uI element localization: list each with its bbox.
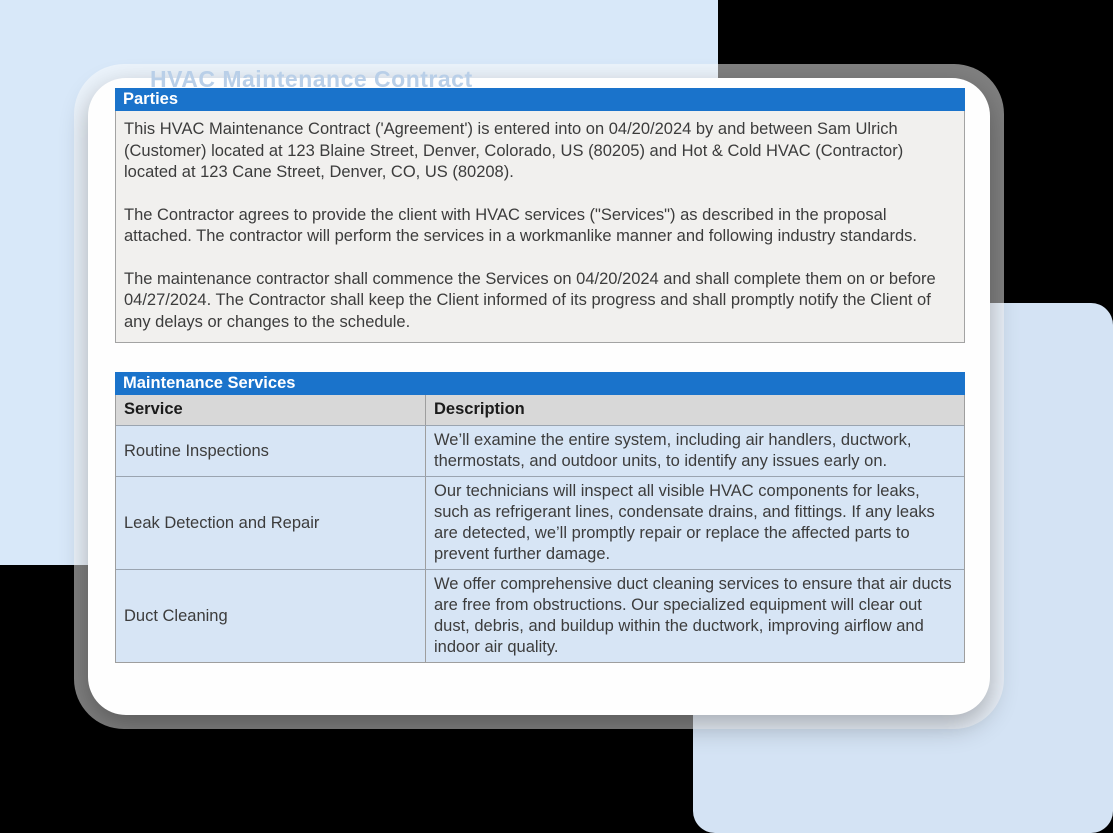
service-name-cell: Routine Inspections — [124, 441, 269, 460]
service-description-cell: We offer comprehensive duct cleaning services to ensure that air ducts are free from obstructions. Our specialized equipment will clear out dust, debris, and buildup within the ductwork, improving airflow and indoor air quality. — [425, 570, 964, 662]
maintenance-services-table — [115, 395, 965, 663]
maintenance-services-header: Maintenance Services — [115, 372, 965, 395]
parties-section-body — [115, 111, 965, 343]
service-name-cell: Leak Detection and Repair — [124, 513, 320, 532]
table-header-row — [116, 395, 964, 425]
service-name-cell: Duct Cleaning — [124, 606, 228, 625]
parties-paragraph: The Contractor agrees to provide the client with HVAC services ("Services") as described in the proposal attached. The contractor will perform the services in a workmanlike manner and following industry standards. — [124, 205, 917, 245]
column-header-service: Service — [124, 400, 183, 418]
table-row — [116, 569, 964, 662]
table-row — [116, 425, 964, 476]
clipped-document-title — [150, 65, 473, 92]
clipped-document-title-text: HVAC Maintenance Contract — [150, 66, 473, 92]
service-description-cell: Our technicians will inspect all visible HVAC components for leaks, such as refrigerant lines, condensate drains, and fittings. If any leaks are detected, we’ll promptly repair or replace the affected parts to prevent further damage. — [425, 477, 964, 569]
service-description-cell: We’ll examine the entire system, including air handlers, ductwork, thermostats, and outdoor units, to identify any issues early on. — [425, 426, 964, 476]
maintenance-services-section — [115, 372, 965, 663]
parties-paragraph: The maintenance contractor shall commence the Services on 04/20/2024 and shall complete them on or before 04/27/2024. The Contractor shall keep the Client informed of its progress and shall promptly notify the Client of any delays or changes to the schedule. — [124, 269, 936, 331]
parties-paragraph: This HVAC Maintenance Contract ('Agreement') is entered into on 04/20/2024 by and between Sam Ulrich (Customer) located at 123 Blaine Street, Denver, Colorado, US (80205) and Hot & Cold HVAC (Contractor) located at 123 Cane Street, Denver, CO, US (80208). — [124, 120, 904, 181]
column-header-description: Description — [425, 395, 964, 425]
parties-section — [115, 88, 965, 343]
parties-section-header: Parties — [115, 88, 965, 111]
table-row — [116, 476, 964, 569]
contract-document-card — [88, 66, 990, 715]
